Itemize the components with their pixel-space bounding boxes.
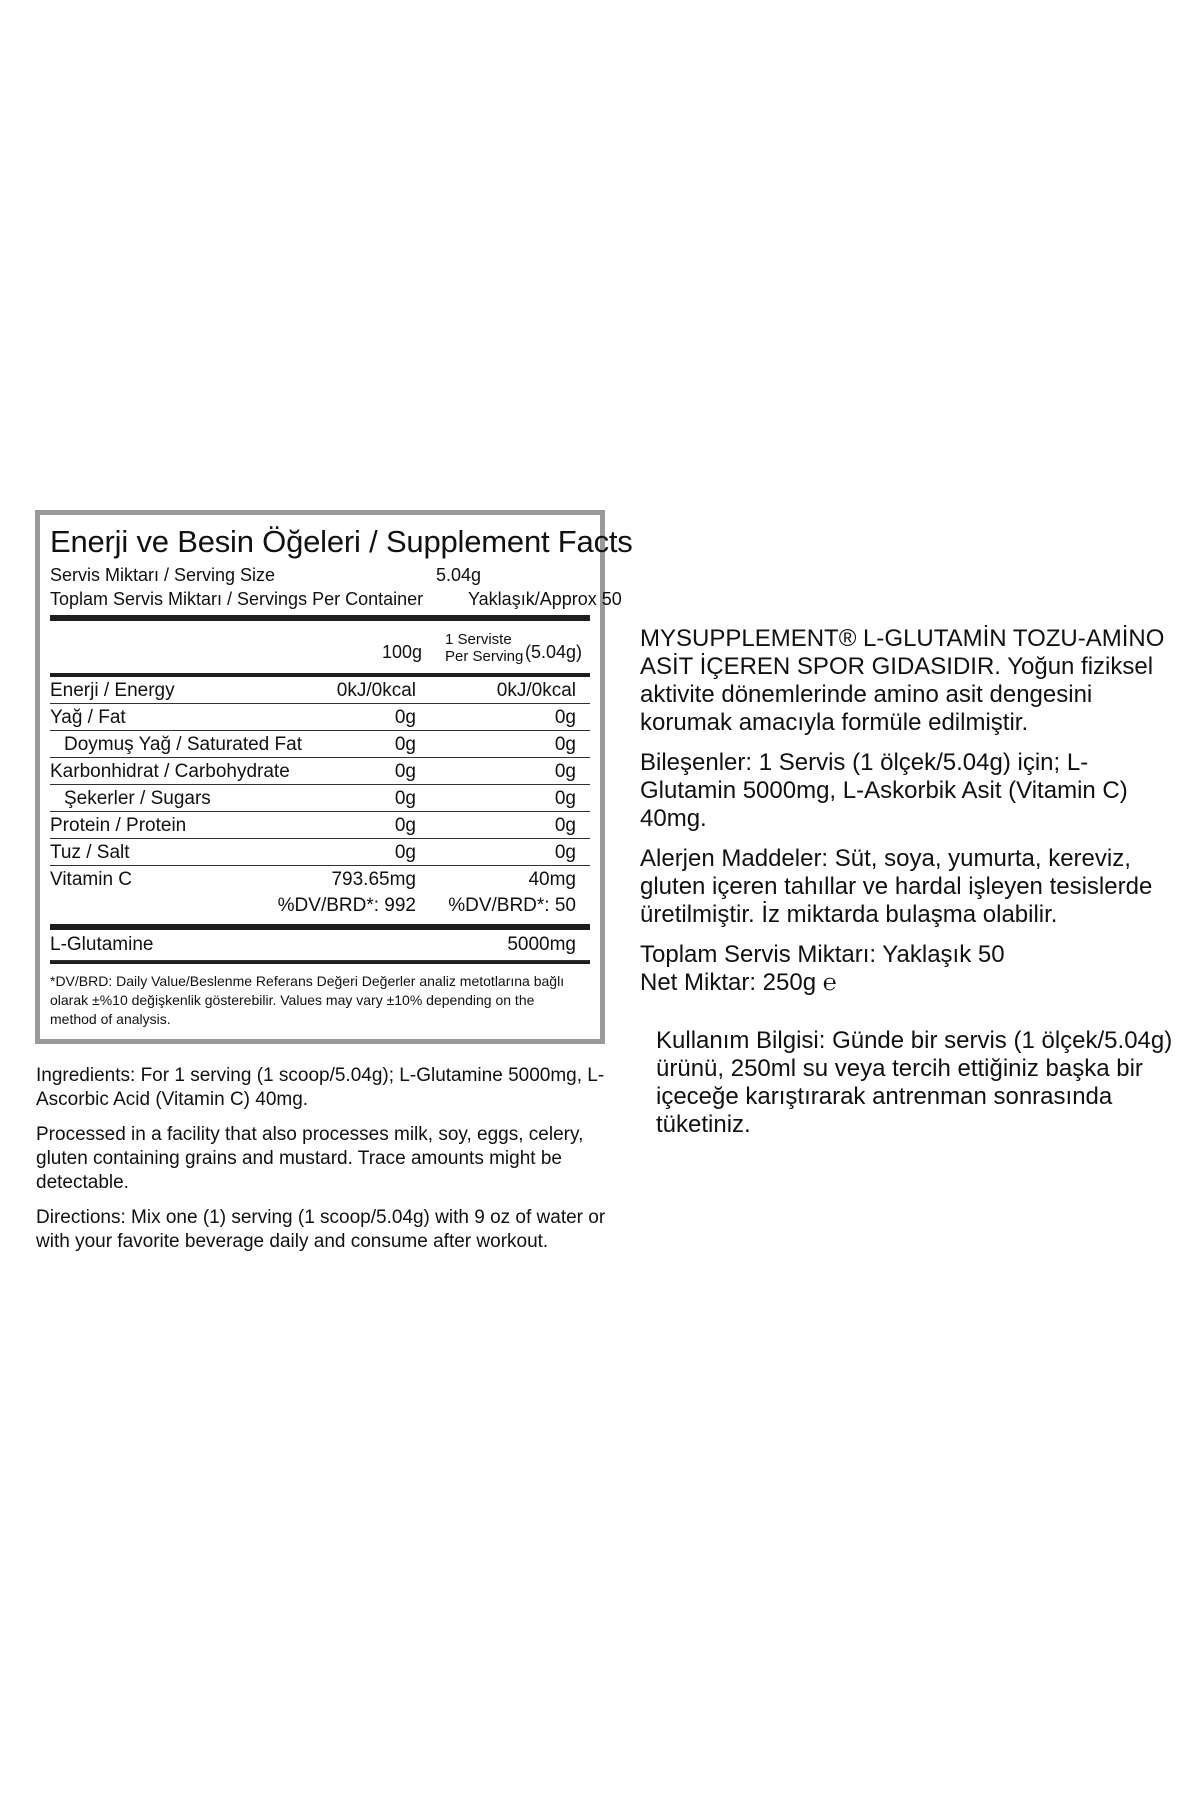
glutamine-value: 5000mg <box>507 934 576 955</box>
nutrient-per-serving: 0kJ/0kcal <box>496 680 576 701</box>
nutrient-row-fat <box>50 704 590 731</box>
servings-per-container-row <box>50 587 622 611</box>
column-header <box>50 621 590 673</box>
nutrient-per100: 793.65mg <box>331 869 416 890</box>
divider-medium <box>50 961 590 964</box>
nutrient-label: Vitamin C <box>50 869 133 890</box>
nutrient-per100: 0g <box>394 761 416 782</box>
nutrient-label: Karbonhidrat / Carbohydrate <box>50 761 290 782</box>
serving-size-label: Servis Miktarı / Serving Size <box>50 565 276 585</box>
intro-tr: MYSUPPLEMENT® L-GLUTAMİN TOZU-AMİNO ASİT İÇEREN SPOR GIDASIDIR. Yoğun fiziksel aktivite dönemlerinde amino asit dengesini korumak amacıyla formüle edilmiştir. <box>640 625 1165 736</box>
nutrient-per-serving: 0g <box>554 734 576 755</box>
nutrient-label: Enerji / Energy <box>50 680 175 701</box>
col-serving-amount: (5.04g) <box>525 642 583 662</box>
nutrient-per-serving: 0g <box>554 788 576 809</box>
nutrient-row-carbohydrate <box>50 758 590 785</box>
dv-row <box>50 892 590 918</box>
footnote: *DV/BRD: Daily Value/Beslenme Referans Değeri Değerler analiz metotlarına bağlı olarak ±%10 değişkenlik gösterebilir. Values may vary ±10% depending on the method of analysis. <box>50 973 565 1027</box>
english-text-block <box>36 1064 626 1265</box>
ingredients-en: Ingredients: For 1 serving (1 scoop/5.04g); L-Glutamine 5000mg, L-Ascorbic Acid (Vitamin C) 40mg. <box>36 1065 605 1110</box>
net-amount-row <box>640 969 1180 997</box>
nutrient-per100: 0g <box>394 815 416 836</box>
estimated-sign-icon: ℮ <box>822 970 837 996</box>
nutrient-per100: 0g <box>394 734 416 755</box>
nutrient-label: Protein / Protein <box>50 815 187 836</box>
nutrient-per-serving: 0g <box>554 707 576 728</box>
nutrient-per100: 0g <box>394 788 416 809</box>
nutrient-per100: 0kJ/0kcal <box>336 680 416 701</box>
turkish-text-block <box>640 625 1180 1151</box>
nutrient-per-serving: 40mg <box>528 869 576 890</box>
glutamine-label: L-Glutamine <box>50 934 154 955</box>
col-serving-en: Per Serving <box>445 648 524 665</box>
col-100g: 100g <box>382 642 423 662</box>
dv-per100: %DV/BRD*: 992 <box>277 895 416 916</box>
nutrient-label: Şekerler / Sugars <box>64 788 211 809</box>
net-amount-tr: Net Miktar: 250g <box>640 969 817 996</box>
nutrient-per-serving: 0g <box>554 842 576 863</box>
nutrient-row-sugars <box>50 785 590 812</box>
usage-tr: Kullanım Bilgisi: Günde bir servis (1 ölçek/5.04g) ürünü, 250ml su veya tercih ettiğiniz başka bir içeceğe karıştırarak antrenman sonrasında tüketiniz. <box>656 1027 1173 1138</box>
supplement-facts-panel <box>35 510 633 1044</box>
panel-title: Enerji ve Besin Öğeleri / Supplement Facts <box>50 524 633 559</box>
nutrient-label: Doymuş Yağ / Saturated Fat <box>64 734 302 755</box>
total-servings-tr: Toplam Servis Miktarı: Yaklaşık 50 <box>640 941 1005 968</box>
nutrient-label: Yağ / Fat <box>50 707 126 728</box>
nutrient-per100: 0g <box>394 707 416 728</box>
nutrient-label: Tuz / Salt <box>50 842 130 863</box>
nutrient-row-energy <box>50 677 590 704</box>
nutrient-per-serving: 0g <box>554 815 576 836</box>
serving-size-value: 5.04g <box>436 565 482 585</box>
allergens-tr: Alerjen Maddeler: Süt, soya, yumurta, kereviz, gluten içeren tahıllar ve hardal işleyen tesislerde üretilmiştir. İz miktarda bulaşma olabilir. <box>640 845 1153 928</box>
directions-en: Directions: Mix one (1) serving (1 scoop/5.04g) with 9 oz of water or with your favorite beverage daily and consume after workout. <box>36 1207 606 1252</box>
nutrient-per100: 0g <box>394 842 416 863</box>
dv-per-serving: %DV/BRD*: 50 <box>448 895 576 916</box>
nutrient-row-vitamin-c <box>50 866 590 892</box>
glutamine-row <box>50 930 590 961</box>
allergens-en: Processed in a facility that also processes milk, soy, eggs, celery, gluten containing grains and mustard. Trace amounts might be detectable. <box>36 1124 584 1193</box>
servings-label: Toplam Servis Miktarı / Servings Per Container <box>50 589 424 609</box>
nutrient-row-salt <box>50 839 590 866</box>
nutrient-row-saturated-fat <box>50 731 590 758</box>
serving-size-row <box>50 563 590 587</box>
nutrient-row-protein <box>50 812 590 839</box>
ingredients-tr: Bileşenler: 1 Servis (1 ölçek/5.04g) için; L-Glutamin 5000mg, L-Askorbik Asit (Vitamin C) 40mg. <box>640 749 1128 832</box>
col-serving-tr: 1 Serviste <box>445 631 512 648</box>
nutrient-per-serving: 0g <box>554 761 576 782</box>
servings-value: Yaklaşık/Approx 50 <box>468 589 622 609</box>
